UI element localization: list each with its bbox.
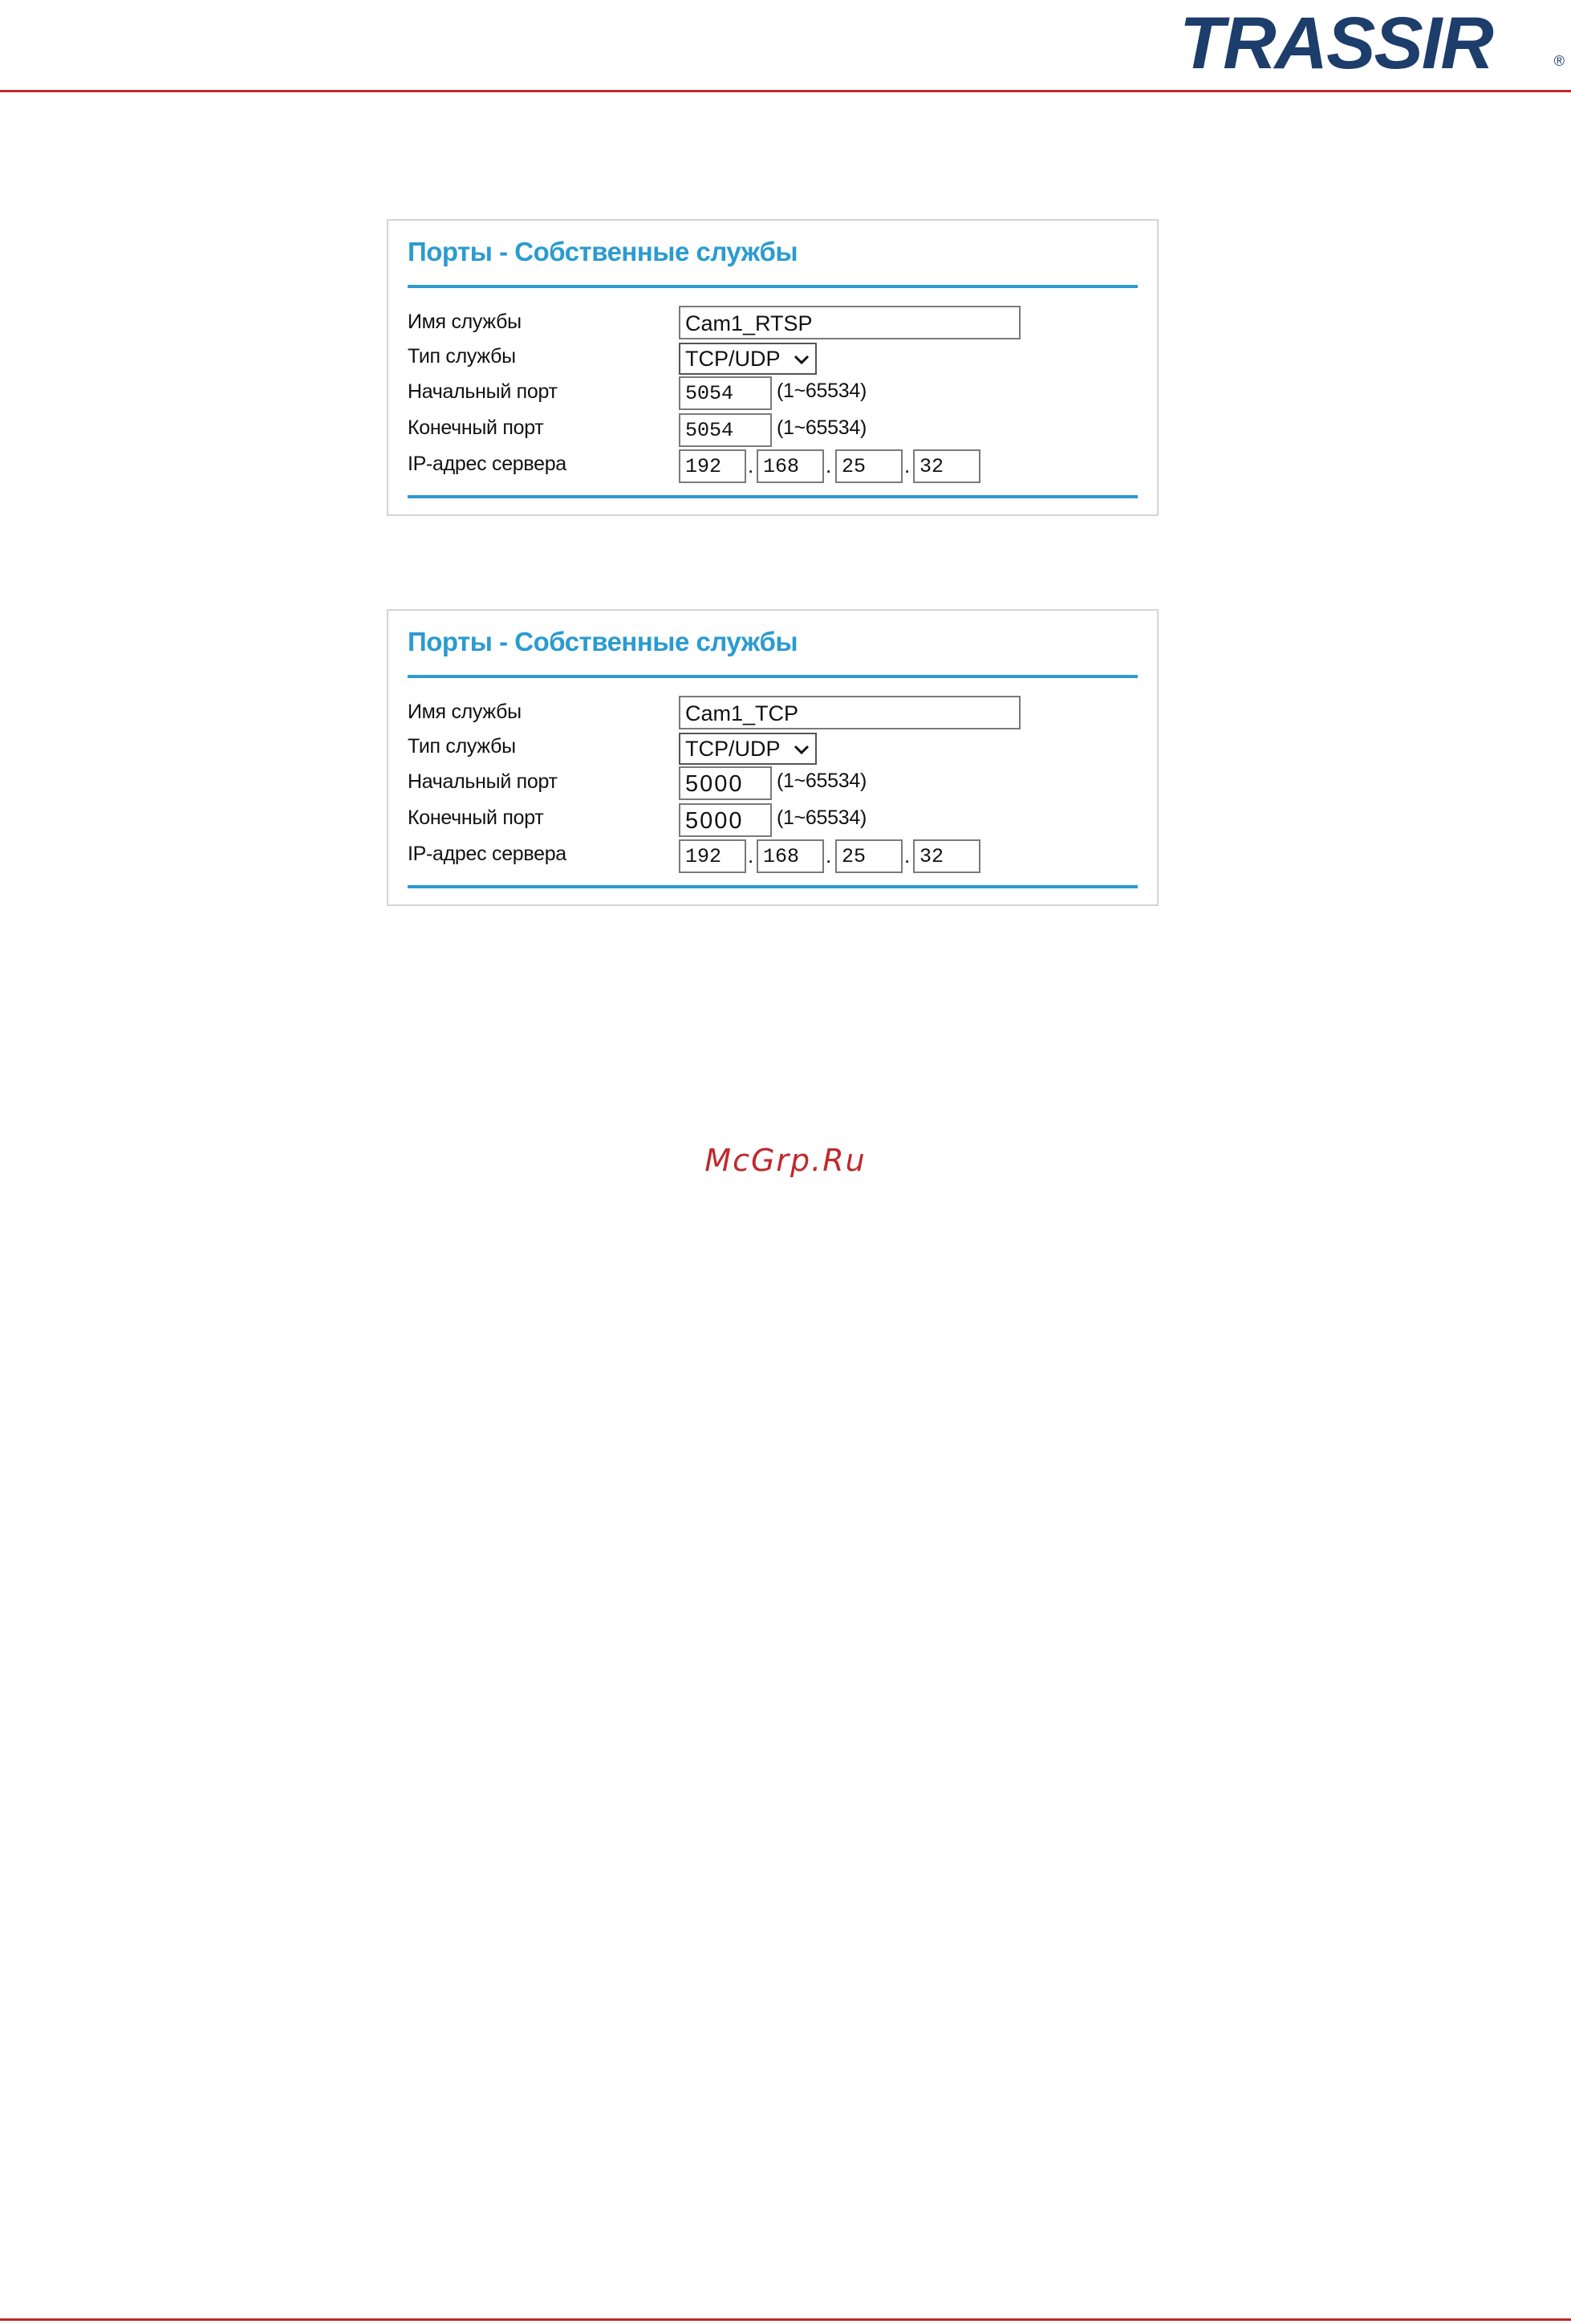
service-type-select[interactable] — [679, 343, 817, 375]
ip-octet-3[interactable]: 25 — [835, 839, 903, 873]
end-port-range-hint: (1~65534) — [777, 806, 867, 829]
trassir-logo — [1179, 0, 1565, 88]
title-divider — [408, 675, 1138, 678]
registered-mark: ® — [1553, 53, 1565, 69]
port-forwarding-panel-tcp — [387, 609, 1159, 906]
watermark: McGrp.Ru — [704, 1143, 867, 1178]
service-type-label: Тип службы — [408, 345, 516, 368]
header-rule — [0, 90, 1571, 92]
ip-separator: . — [748, 843, 754, 867]
ip-octet-1[interactable]: 192 — [679, 449, 746, 483]
service-name-input[interactable]: Cam1_TCP — [679, 696, 1021, 729]
start-port-label: Начальный порт — [408, 380, 558, 403]
ip-separator: . — [826, 453, 832, 477]
end-port-label: Конечный порт — [408, 416, 544, 439]
end-port-input[interactable]: 5054 — [679, 413, 772, 447]
ip-octet-2[interactable]: 168 — [757, 449, 824, 483]
ip-octet-4[interactable]: 32 — [913, 839, 980, 873]
ip-octet-2[interactable]: 168 — [757, 839, 824, 873]
start-port-input[interactable]: 5000 — [679, 766, 772, 800]
panel-title: Порты - Собственные службы — [408, 237, 798, 266]
panel-title: Порты - Собственные службы — [408, 627, 798, 656]
server-ip-label: IP-адрес сервера — [408, 843, 566, 865]
end-port-range-hint: (1~65534) — [777, 416, 867, 439]
service-name-input[interactable]: Cam1_RTSP — [679, 306, 1021, 339]
ip-octet-4[interactable]: 32 — [913, 449, 980, 483]
port-forwarding-panel-rtsp — [387, 219, 1159, 516]
chevron-down-icon — [793, 351, 810, 368]
ip-separator: . — [904, 453, 911, 477]
start-port-input[interactable]: 5054 — [679, 376, 772, 410]
ip-separator: . — [904, 843, 911, 867]
service-type-select[interactable] — [679, 733, 817, 765]
ip-octet-3[interactable]: 25 — [835, 449, 903, 483]
footer-rule — [0, 2318, 1571, 2321]
bottom-divider — [408, 885, 1138, 888]
ip-separator: . — [748, 453, 754, 477]
service-type-value: TCP/UDP — [685, 347, 781, 371]
ip-separator: . — [826, 843, 832, 867]
start-port-label: Начальный порт — [408, 770, 558, 793]
start-port-range-hint: (1~65534) — [777, 380, 867, 402]
end-port-input[interactable]: 5000 — [679, 803, 772, 837]
logo-text: TRASSIR — [1179, 2, 1492, 84]
bottom-divider — [408, 495, 1138, 498]
chevron-down-icon — [793, 741, 810, 758]
service-type-value: TCP/UDP — [685, 737, 781, 761]
service-name-label: Имя службы — [408, 701, 522, 723]
title-divider — [408, 285, 1138, 288]
end-port-label: Конечный порт — [408, 806, 544, 829]
server-ip-label: IP-адрес сервера — [408, 453, 566, 475]
service-type-label: Тип службы — [408, 735, 516, 758]
start-port-range-hint: (1~65534) — [777, 770, 867, 792]
ip-octet-1[interactable]: 192 — [679, 839, 746, 873]
service-name-label: Имя службы — [408, 311, 522, 333]
